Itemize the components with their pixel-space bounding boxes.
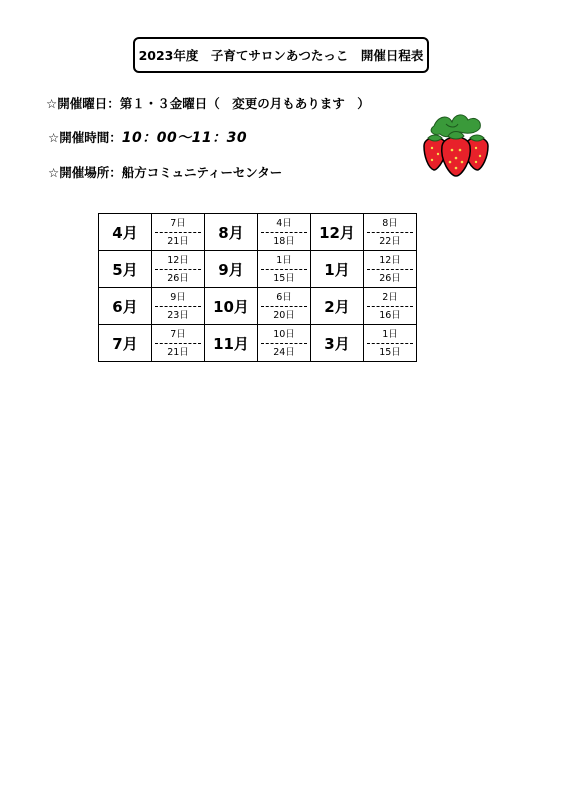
page-title: 2023年度 子育てサロンあつたっこ 開催日程表 — [133, 37, 429, 73]
table-row — [99, 325, 417, 362]
days-cell — [364, 325, 417, 362]
table-row — [99, 288, 417, 325]
third-day: 23日 — [167, 309, 189, 321]
first-day: 2日 — [367, 289, 413, 307]
first-day: 10日 — [261, 326, 307, 344]
info-place-label: ☆開催場所： — [48, 165, 122, 180]
info-time — [48, 127, 247, 147]
days-cell — [258, 325, 311, 362]
info-time-value: 10：00～11：30 — [121, 130, 248, 146]
days-cell — [152, 214, 205, 251]
month-cell: 2月 — [311, 288, 364, 325]
third-day: 22日 — [379, 235, 401, 247]
third-day: 26日 — [167, 272, 189, 284]
third-day: 21日 — [167, 235, 189, 247]
month-cell: 6月 — [99, 288, 152, 325]
third-day: 18日 — [273, 235, 295, 247]
days-cell — [152, 251, 205, 288]
days-cell — [258, 288, 311, 325]
info-days-value: 第１・３金曜日（ 変更の月もあります ） — [119, 96, 370, 111]
first-day: 8日 — [367, 215, 413, 233]
month-cell: 4月 — [99, 214, 152, 251]
third-day: 26日 — [379, 272, 401, 284]
first-day: 12日 — [155, 252, 201, 270]
month-cell: 5月 — [99, 251, 152, 288]
month-cell: 8月 — [205, 214, 258, 251]
schedule-table — [98, 213, 417, 362]
info-place — [48, 163, 282, 181]
info-place-value: 船方コミュニティーセンター — [121, 165, 283, 180]
month-cell: 1月 — [311, 251, 364, 288]
days-cell — [364, 214, 417, 251]
strawberry-icon — [420, 112, 492, 178]
first-day: 7日 — [155, 326, 201, 344]
days-cell — [258, 251, 311, 288]
table-row — [99, 214, 417, 251]
month-cell: 11月 — [205, 325, 258, 362]
month-cell: 9月 — [205, 251, 258, 288]
first-day: 4日 — [261, 215, 307, 233]
days-cell — [364, 251, 417, 288]
month-cell: 7月 — [99, 325, 152, 362]
days-cell — [364, 288, 417, 325]
days-cell — [152, 325, 205, 362]
third-day: 15日 — [379, 346, 401, 358]
first-day: 7日 — [155, 215, 201, 233]
month-cell: 10月 — [205, 288, 258, 325]
first-day: 12日 — [367, 252, 413, 270]
info-days — [46, 94, 370, 112]
first-day: 6日 — [261, 289, 307, 307]
info-days-label: ☆開催曜日： — [46, 96, 120, 111]
table-row — [99, 251, 417, 288]
third-day: 16日 — [379, 309, 401, 321]
first-day: 1日 — [367, 326, 413, 344]
days-cell — [258, 214, 311, 251]
month-cell: 3月 — [311, 325, 364, 362]
first-day: 1日 — [261, 252, 307, 270]
third-day: 21日 — [167, 346, 189, 358]
month-cell: 12月 — [311, 214, 364, 251]
third-day: 15日 — [273, 272, 295, 284]
info-time-label: ☆開催時間： — [48, 130, 122, 145]
first-day: 9日 — [155, 289, 201, 307]
third-day: 20日 — [273, 309, 295, 321]
third-day: 24日 — [273, 346, 295, 358]
days-cell — [152, 288, 205, 325]
